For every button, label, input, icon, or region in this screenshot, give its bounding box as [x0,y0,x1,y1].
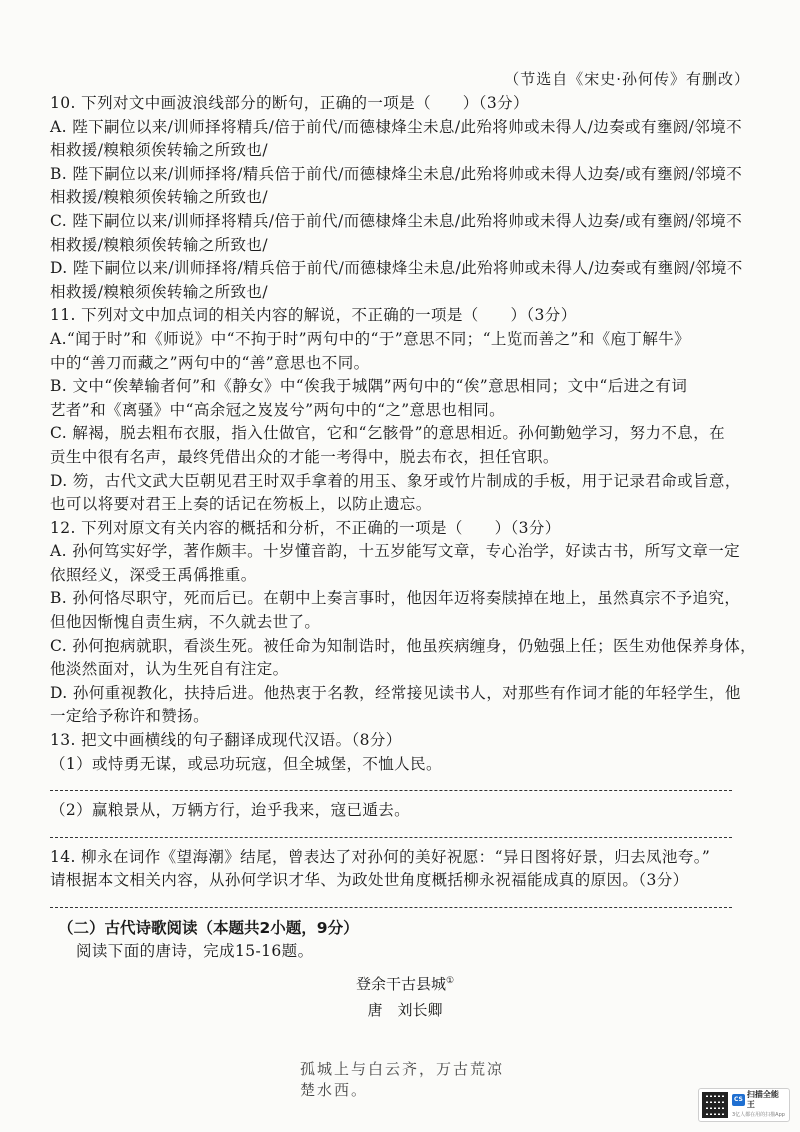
q12-stem: 12. 下列对原文有关内容的概括和分析，不正确的一项是（ ）（3分） [50,518,561,537]
q11-option-d-line1: D. 笏，古代文武大臣朝见君王时双手拿着的用玉、象牙或竹片制成的手板，用于记录君命或旨意， [50,471,741,490]
poem-first-line-clipped [300,1060,520,1099]
q11-stem: 11. 下列对文中加点词的相关内容的解说，不正确的一项是（ ）（3分） [50,306,577,325]
poem-title-text: 登余干古县城 [355,974,446,993]
section-2-title: （二）古代诗歌阅读（本题共2小题，9分） [58,919,359,937]
q10-option-d-line1: D. 陛下嗣位以来/训师择将/精兵倍于前代/而德棣烽尘未息/此殆将帅或未得人/边奏或有壅阏/邻境不 [50,259,743,278]
q13-stem: 13. 把文中画横线的句子翻译成现代汉语。（8分） [50,731,402,750]
q10-stem: 10. 下列对文中画波浪线部分的断句，正确的一项是（ ）（3分） [50,94,529,112]
q10-option-b-line1: B. 陛下嗣位以来/训师择将/精兵倍于前代/而德棣烽尘未息/此殆将帅或未得人边奏/或有壅阏/邻境不 [50,164,743,183]
poem-first-line: 孤城上与白云齐，万古荒凉楚水西。 [300,1060,505,1099]
answer-line-q14[interactable] [50,893,732,908]
poem-title [50,968,760,997]
q11-option-d-line2: 也可以将要对君王上奏的话记在笏板上，以防止遗忘。 [50,495,432,514]
q12-option-c-line2: 他淡然面对，认为生死自有注定。 [50,660,289,679]
q13-item-2: （2）赢粮景从，万辆方行，迨乎我来，寇已遁去。 [50,801,411,820]
source-note: （节选自《宋史·孙何传》有删改） [504,70,750,88]
qr-code-icon [702,1092,728,1118]
q13-item-1: （1）或恃勇无谋，或忌功玩寇，但全城堡，不恤人民。 [50,754,442,773]
q11-option-a-line2: 中的“善刀而藏之”两句中的“善”意思也不同。 [50,353,370,372]
question-area [50,92,760,1023]
q11-option-b-line2: 艺者”和《离骚》中“高余冠之岌岌兮”两句中的“之”意思也相同。 [50,400,506,419]
watermark-tagline: 3亿人都在用的扫描App [732,1112,785,1118]
camscanner-logo-icon: CS [732,1094,745,1106]
q12-option-a-line1: A. 孙何笃实好学，著作颇丰。十岁懂音韵，十五岁能写文章，专心治学，好读古书，所写文章一定 [50,542,741,561]
watermark-app-name: 扫描全能王 [746,1090,779,1109]
q10-option-d-line2: 相救援/糗粮须俟转输之所致也/ [50,282,268,301]
answer-line-q13-2[interactable] [50,823,732,838]
q12-option-d-line2: 一定给予称许和赞扬。 [50,707,210,726]
q10-option-a-line1: A. 陛下嗣位以来/训师择将精兵/倍于前代/而德棣烽尘未息/此殆将帅或未得人/边奏或有壅阏/邻境不 [50,117,742,136]
q11-option-c-line2: 贡生中很有名声，最终凭借出众的才能一考得中，脱去布衣，担任官职。 [50,447,559,466]
q12-option-d-line1: D. 孙何重视教化，扶持后进。他热衷于名教，经常接见读书人，对那些有作词才能的年轻学生，他 [50,683,741,702]
q14-line1: 14. 柳永在词作《望海潮》结尾，曾表达了对孙何的美好祝愿：“异日图将好景，归去凤池夸。” [50,847,711,866]
poem-author: 唐 刘长卿 [367,1000,443,1019]
q11-option-a-line1: A.“闻于时”和《师说》中“不拘于时”两句中的“于”意思不同；“上览而善之”和《庖丁解牛》 [50,329,691,348]
q10-option-a-line2: 相救援/糗粮须俟转输之所致也/ [50,141,268,160]
q11-option-c-line1: C. 解褐，脱去粗布衣服，指入仕做官，它和“乞骸骨”的意思相近。孙何勤勉学习，努力不息，在 [50,424,726,443]
q12-option-b-line1: B. 孙何恪尽职守，死而后已。在朝中上奏言事时，他因年迈将奏牍掉在地上，虽然真宗不予追究， [50,589,741,608]
q14-line2: 请根据本文相关内容，从孙何学识才华、为政处世角度概括柳永祝福能成真的原因。（3分） [50,871,689,890]
q10-option-b-line2: 相救援/糗粮须俟转输之所致也/ [50,188,268,207]
q12-option-c-line1: C. 孙何抱病就职，看淡生死。被任命为知制诰时，他虽疾病缠身，仍勉强上任；医生劝他保养身体， [50,636,757,655]
watermark-text [732,1090,786,1120]
section-2-instruction: 阅读下面的唐诗，完成15-16题。 [76,942,314,960]
poem-footnote-mark: ① [445,975,455,986]
q12-option-b-line2: 但他因惭愧自责生病，不久就去世了。 [50,613,321,632]
q11-option-b-line1: B. 文中“俟辇输者何”和《静女》中“俟我于城隅”两句中的“俟”意思相同；文中“后进之有词 [50,377,688,396]
q12-option-a-line2: 依照经义，深受王禹偁推重。 [50,565,257,584]
scanner-watermark [698,1088,790,1122]
q10-option-c-line1: C. 陛下嗣位以来/训师择将精兵/倍于前代/而德棣烽尘未息/此殆将帅或未得人边奏/或有壅阏/邻境不 [50,211,743,230]
answer-line-q13-1[interactable] [50,776,732,791]
q10-option-c-line2: 相救援/糗粮须俟转输之所致也/ [50,235,268,254]
